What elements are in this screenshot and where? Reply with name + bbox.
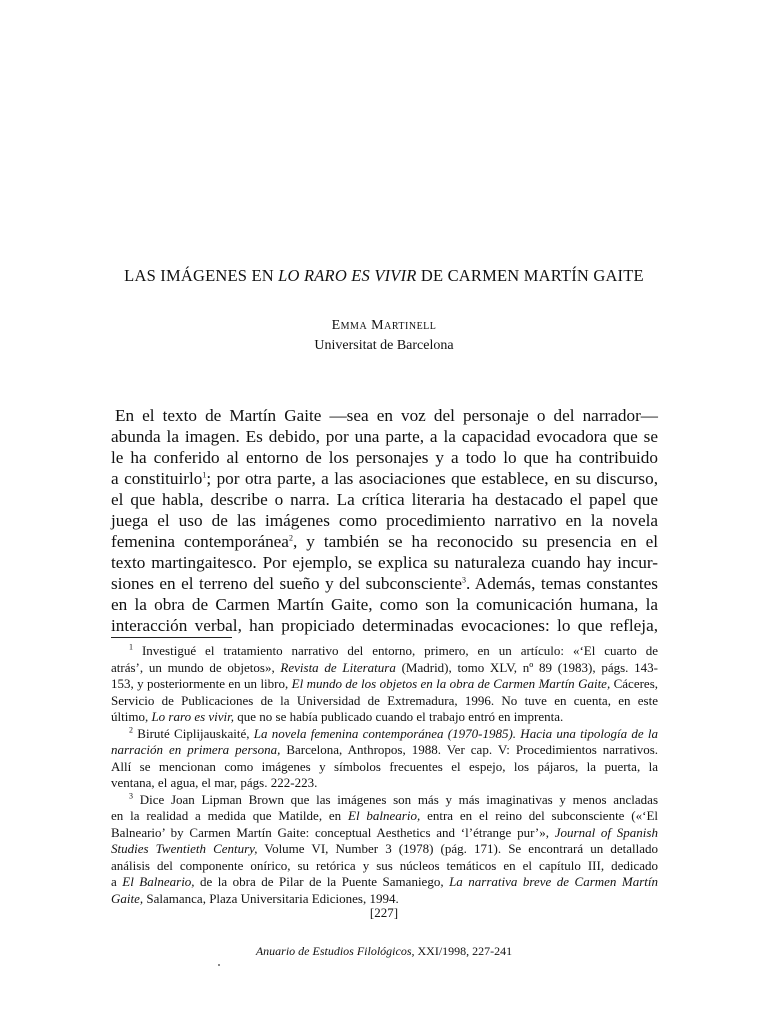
- body-text-segment: ; por otra parte, a las asociaciones que establece, en su discurso,: [206, 469, 659, 488]
- footnote-italic: Lo raro es vivir,: [151, 709, 235, 724]
- footnote-text: Cáceres,: [610, 676, 658, 691]
- footnote-text: entra en el reino del subconsciente («‘El: [420, 808, 658, 823]
- footnote-italic: La novela femenina contemporánea (1970-1985). Hacia una tipología de la: [253, 725, 658, 741]
- footnote-text: 153, y posteriormente en un libro,: [111, 676, 292, 691]
- article-title: [0, 266, 768, 286]
- footnote-1: [111, 643, 658, 660]
- footnote-text: a: [111, 874, 123, 889]
- footnotes: [111, 643, 658, 907]
- body-text-segment: siones en el terreno del sueño y del subconsciente: [111, 574, 462, 593]
- footnote-text: Salamanca, Plaza Universitaria Ediciones, 1994.: [143, 890, 399, 906]
- title-italic-work: LO RARO ES VIVIR: [278, 266, 417, 285]
- footnote-line: Allí se mencionan como imágenes y símbolos frecuentes el espejo, los pájaros, la puerta, la: [111, 758, 658, 774]
- body-line: [111, 531, 658, 552]
- footnote-3: [111, 792, 658, 809]
- footnote-line: [111, 709, 658, 726]
- body-line: en la obra de Carmen Martín Gaite, como son la comunicación humana, la: [111, 595, 658, 614]
- body-line: En el texto de Martín Gaite —sea en voz del personaje o del narrador—: [115, 406, 658, 425]
- body-text-segment: femenina contemporánea: [111, 532, 289, 551]
- footnote-text: atrás’, un mundo de objetos»,: [111, 659, 281, 675]
- footnote-line: Servicio de Publicaciones de la Universidad de Extremadura, 1996. No tuve en cuenta, en este: [111, 692, 658, 708]
- footnote-text: Barcelona, Anthropos, 1988. Ver cap. V: Procedimientos narrativos.: [280, 742, 659, 757]
- footnote-line: [111, 808, 658, 825]
- scan-speck: [218, 964, 220, 966]
- footnote-italic: Gaite,: [111, 890, 144, 906]
- footnote-text: último,: [111, 709, 152, 724]
- footnote-text: Investigué el tratamiento narrativo del entorno, primero, en un artículo: «‘El cuarto de: [141, 643, 658, 658]
- body-line: interacción verbal, han propiciado determinadas evocaciones: lo que refleja,: [111, 616, 658, 635]
- footnote-text: en la realidad a medida que Matilde, en: [111, 808, 349, 823]
- footnote-line: [111, 676, 658, 693]
- footnote-text: (Madrid), tomo XLV, nº 89 (1983), págs. 143-: [395, 659, 658, 675]
- footnote-italic: La narrativa breve de Carmen Martín: [449, 874, 659, 889]
- title-text-end: DE CARMEN MARTÍN GAITE: [416, 266, 644, 285]
- body-line: el que habla, describe o narra. La crítica literaria ha destacado el papel que: [111, 490, 658, 509]
- body-line: abunda la imagen. Es debido, por una parte, a la capacidad evocadora que se: [111, 427, 658, 446]
- footnote-text: que no se había publicado cuando el trabajo entró en imprenta.: [234, 709, 564, 724]
- footnote-line: ventana, el agua, el mar, págs. 222-223.: [111, 775, 318, 790]
- footnote-italic: Revista de Literatura: [280, 659, 396, 675]
- body-line: [111, 573, 658, 594]
- footnote-number: 1: [129, 642, 133, 652]
- footnote-text: de la obra de Pilar de la Puente Samaniego,: [194, 874, 450, 889]
- body-line: juega el uso de las imágenes como procedimiento narrativo en la novela: [111, 511, 658, 530]
- footnote-line: [111, 742, 658, 759]
- footnote-italic: Journal of Spanish: [554, 824, 658, 840]
- footnote-line: análisis del componente onírico, su retórica y sus núcleos temáticos en el capítulo III, dedicado: [111, 857, 658, 873]
- footnote-line: [111, 874, 658, 891]
- footnote-text: Volume VI, Number 3 (1978) (pág. 171). Se encontrará un detallado: [257, 841, 658, 856]
- footnote-italic: narración en primera persona,: [111, 742, 281, 757]
- footnote-separator: [111, 637, 232, 638]
- footnote-line: [111, 660, 658, 677]
- footnote-italic: El balneario,: [348, 808, 421, 823]
- footnote-text: Biruté Ciplijauskaité,: [137, 725, 254, 741]
- footnote-2: [111, 726, 658, 743]
- author-name: Emma Martinell: [331, 318, 437, 333]
- journal-name: Anuario de Estudios Filológicos,: [255, 944, 415, 958]
- page-number: [227]: [369, 905, 399, 920]
- footnote-number: 2: [129, 725, 133, 735]
- footnote-ref-1[interactable]: 1: [202, 470, 207, 480]
- body-text-segment: . Además, temas constantes: [465, 574, 658, 593]
- body-paragraph: [111, 405, 658, 636]
- footnote-text: Balneario’ by Carmen Martín Gaite: conceptual Aesthetics and ‘l’étrange pur’»,: [111, 824, 555, 840]
- footnote-line: [111, 825, 658, 842]
- footnote-ref-3[interactable]: 3: [461, 575, 466, 585]
- journal-footer: [0, 944, 768, 959]
- journal-citation: XXI/1998, 227-241: [414, 944, 513, 958]
- body-line: texto martingaitesco. Por ejemplo, se explica su naturaleza cuando hay incur-: [111, 553, 658, 572]
- footnote-line: [111, 841, 658, 858]
- footnote-italic: El Balneario,: [122, 874, 195, 889]
- footnote-ref-2[interactable]: 2: [288, 533, 293, 543]
- body-line: le ha conferido al entorno de los personajes y a todo lo que ha contribuido: [111, 448, 658, 467]
- author-affiliation: Universitat de Barcelona: [314, 338, 454, 353]
- title-text: LAS IMÁGENES EN: [124, 266, 279, 285]
- body-line: [111, 468, 658, 489]
- footnote-text: Dice Joan Lipman Brown que las imágenes son más y más imaginativas y menos ancladas: [139, 791, 659, 807]
- body-text-segment: a constituirlo: [111, 469, 203, 488]
- footnote-number: 3: [129, 791, 133, 801]
- footnote-italic: El mundo de los objetos en la obra de Carmen Martín Gaite,: [291, 676, 611, 691]
- footnote-italic: Studies Twentieth Century,: [111, 841, 258, 856]
- body-text-segment: , y también se ha reconocido su presencia en el: [292, 532, 658, 551]
